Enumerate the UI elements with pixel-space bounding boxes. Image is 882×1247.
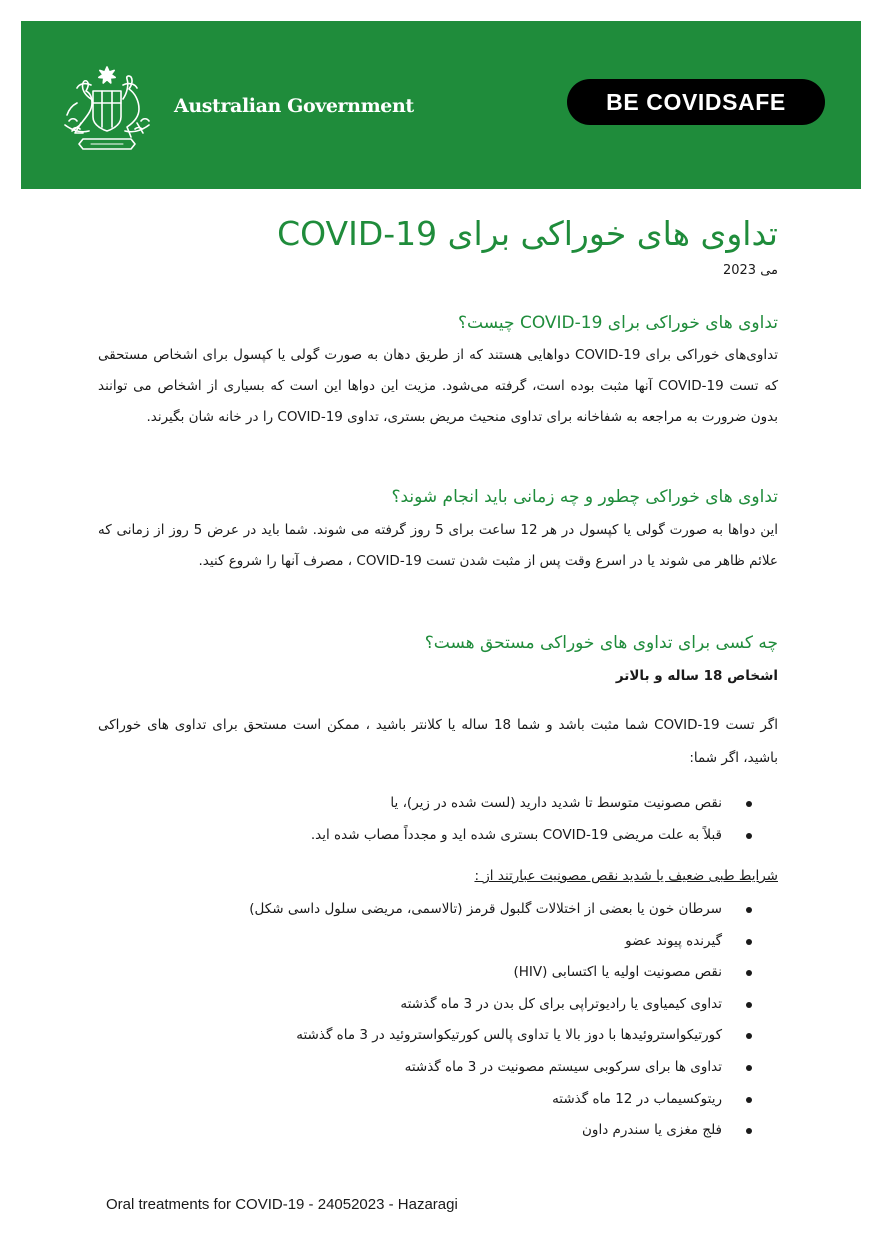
page-footer: Oral treatments for COVID-19 - 24052023 - Hazaragi [106, 1196, 458, 1213]
eligibility-body: اگر تست COVID-19 شما مثبت باشد و شما 18 ساله یا کلانتر باشید ، ممکن است مستحق برای تداوی های خوراکی باشید، اگر شما: [98, 717, 778, 766]
bullet-icon [746, 1128, 752, 1134]
bullet-icon [746, 907, 752, 913]
eligibility-criteria-list [98, 788, 778, 851]
coat-of-arms-icon [51, 63, 163, 155]
header-banner [21, 21, 861, 189]
list-item: کورتیکواستروئیدها با دوز بالا یا تداوی پالس کورتیکواستروئید در 3 ماه گذشته [98, 1020, 778, 1052]
section-heading-what: تداوی های خوراکی برای COVID-19 چیست؟ [458, 313, 778, 333]
list-item: ریتوکسیماب در 12 ماه گذشته [98, 1084, 778, 1116]
list-item: سرطان خون یا بعضی از اختلالات گلبول قرمز (تالاسمی، مریضی سلول داسی شکل) [98, 894, 778, 926]
government-name: Australian Government [174, 95, 414, 117]
bullet-icon [746, 833, 752, 839]
list-item: تداوی ها برای سرکوبی سیستم مصونیت در 3 ماه گذشته [98, 1052, 778, 1084]
bullet-icon [746, 1033, 752, 1039]
conditions-list [98, 894, 778, 1147]
bullet-icon [746, 1002, 752, 1008]
eligibility-subheading: اشخاص 18 ساله و بالاتر [615, 668, 778, 684]
list-item: گیرنده پیوند عضو [98, 926, 778, 958]
bullet-icon [746, 1065, 752, 1071]
publish-date: می 2023 [722, 263, 778, 278]
bullet-icon [746, 801, 752, 807]
conditions-heading: شرایط طبی ضعیف یا شدید نقص مصونیت عبارتند از : [474, 868, 778, 884]
section-heading-how-when: تداوی های خوراکی چطور و چه زمانی باید انجام شوند؟ [391, 487, 778, 507]
bullet-icon [746, 1097, 752, 1103]
list-item: قبلاً به علت مریضی COVID-19 بستری شده اید و مجدداً مصاب شده اید. [98, 820, 778, 852]
bullet-icon [746, 939, 752, 945]
section-body-how-when: این دواها به صورت گولی یا کپسول در هر 12 ساعت برای 5 روز گرفته می شوند. شما باید در عرض 5 روز از زمانی که علائم ظاهر می شوند یا در اسرع وقت پس از مثبت شدن تست COVID-19 ، مصرف آنها را شروع کنید. [98, 522, 778, 569]
list-item: نقص مصونیت اولیه یا اکتسابی (HIV) [98, 957, 778, 989]
campaign-text-part2: SAFE [722, 88, 786, 115]
bullet-icon [746, 970, 752, 976]
be-covidsafe-logo [567, 79, 825, 125]
page-title: تداوی های خوراکی برای COVID-19 [277, 214, 778, 253]
section-body-what: تداوی‌های خوراکی برای COVID-19 دواهایی هستند که از طریق دهان به صورت گولی یا کپسول برای اشخاص مستحقی که تست COVID-19 آنها مثبت بوده است، گرفته می‌شود. مزیت این دواها این است که بسیاری از اشخاص می توانند بدون ضرورت به مراجعه به شفاخانه برای تداوی منحیث مریض بستری، تداوی COVID-19 را در خانه شان بگیرند. [98, 347, 778, 425]
list-item: فلج مغزی یا سندرم داون [98, 1115, 778, 1147]
section-heading-eligibility: چه کسی برای تداوی های خوراکی مستحق هست؟ [424, 633, 778, 653]
list-item: نقص مصونیت متوسط تا شدید دارید (لست شده در زیر)، یا [98, 788, 778, 820]
campaign-text-part1: BE COVID [606, 88, 723, 115]
list-item: تداوی کیمیاوی یا رادیوتراپی برای کل بدن در 3 ماه گذشته [98, 989, 778, 1021]
